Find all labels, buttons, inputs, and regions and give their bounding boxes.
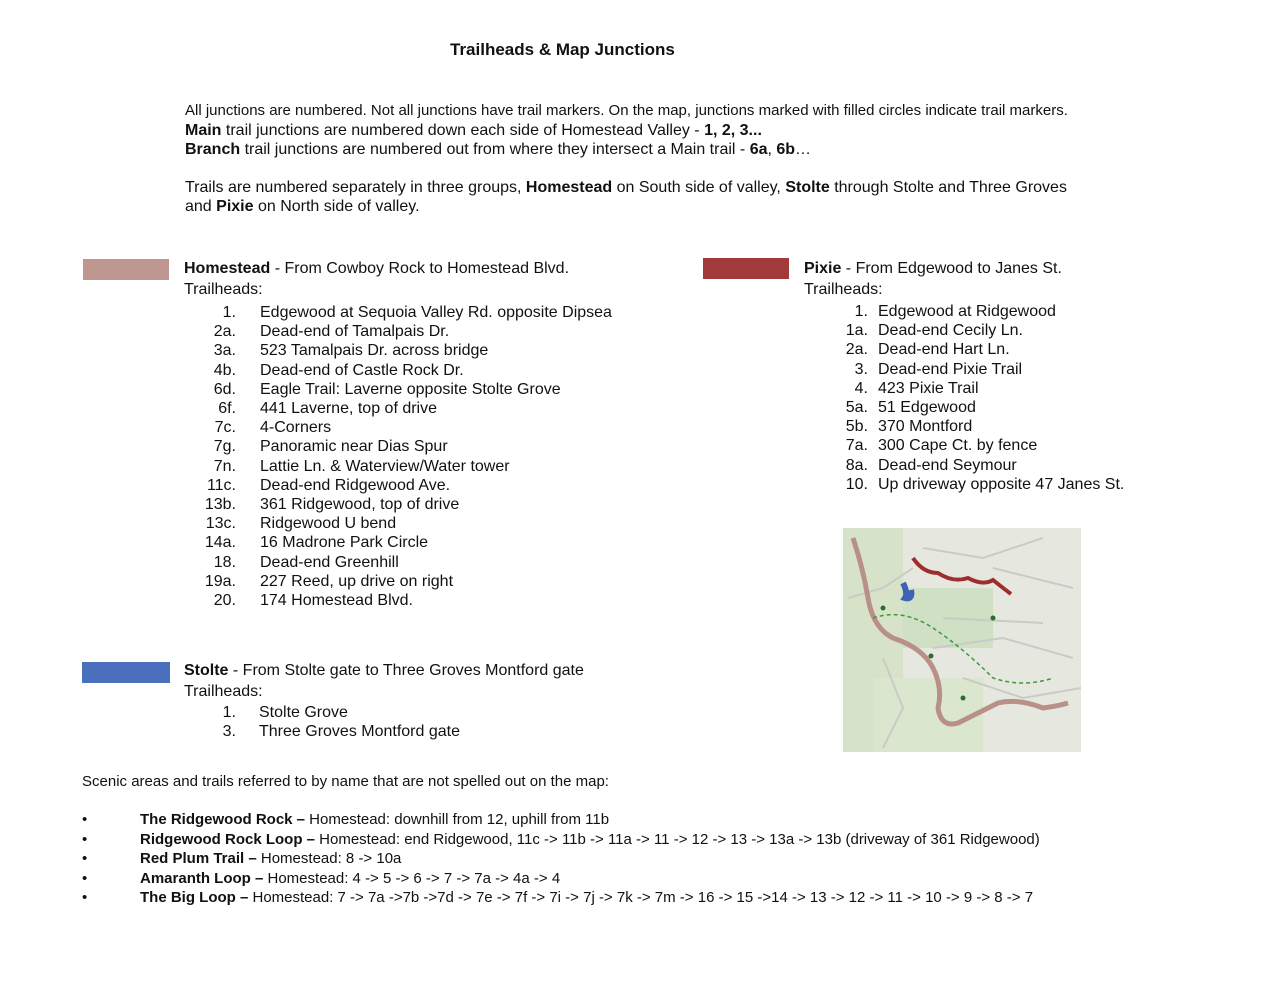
trailhead-number: 2a. xyxy=(845,341,868,359)
intro-main-text: trail junctions are numbered down each side of Homestead Valley - xyxy=(221,122,705,139)
scenic-item-name: Red Plum Trail – xyxy=(140,850,257,868)
trailhead-text: Dead-end Pixie Trail xyxy=(878,360,1023,378)
trailhead-text: Edgewood at Ridgewood xyxy=(878,303,1056,320)
pixie-color-swatch xyxy=(703,258,789,279)
trailhead-number: 8a. xyxy=(845,456,868,474)
scenic-item-desc: Homestead: 8 -> 10a xyxy=(256,850,402,868)
trailhead-text: Dead-end of Tamalpais Dr. xyxy=(260,323,450,341)
trailhead-text: 370 Montford xyxy=(878,418,973,436)
scenic-item-body xyxy=(140,870,560,887)
trailhead-text: 423 Pixie Trail xyxy=(878,379,979,397)
trailhead-number: 7a. xyxy=(845,437,868,455)
trailhead-text: 523 Tamalpais Dr. across bridge xyxy=(260,342,489,360)
trail-map-thumbnail xyxy=(843,528,1081,752)
trailhead-text: 227 Reed, up drive on right xyxy=(260,572,454,590)
trailhead-number: 10. xyxy=(845,475,868,493)
trailhead-text: Up driveway opposite 47 Janes St. xyxy=(878,475,1125,493)
trailhead-number: 13c. xyxy=(205,515,236,533)
scenic-item-name: The Ridgewood Rock – xyxy=(140,811,306,828)
intro-branch-ex1: 6a xyxy=(749,141,768,158)
intro-branch-sep: , xyxy=(767,141,777,158)
scenic-item-name: Ridgewood Rock Loop – xyxy=(140,830,315,848)
trailhead-text: 51 Edgewood xyxy=(878,399,976,416)
trailhead-number: 1. xyxy=(222,304,236,321)
trailhead-number: 2a. xyxy=(213,323,236,341)
trailhead-number: 6d. xyxy=(213,380,236,398)
scenic-item-name: Amaranth Loop – xyxy=(140,869,264,887)
trailhead-number: 5a. xyxy=(845,399,868,416)
trailhead-number: 4. xyxy=(854,379,868,397)
stolte-name: Stolte xyxy=(184,662,229,679)
homestead-name: Homestead xyxy=(184,260,271,277)
intro-main-bold: Main xyxy=(185,122,222,139)
trailhead-text: Panoramic near Dias Spur xyxy=(260,438,448,456)
trailhead-text: Dead-end Ridgewood Ave. xyxy=(260,476,451,494)
trailhead-text: Stolte Grove xyxy=(259,704,348,721)
intro-branch-end: … xyxy=(795,141,812,158)
trailhead-number: 13b. xyxy=(204,496,236,513)
scenic-item-desc: Homestead: 7 -> 7a ->7b ->7d -> 7e -> 7f -> 7i -> 7j -> 7k -> 7m -> 16 -> 15 ->14 -> 13 -> 12 -> 11 -> 10 -> 9 -> 8 -> 7 xyxy=(248,889,1034,907)
trailhead-number: 19a. xyxy=(204,572,236,590)
bullet-icon: • xyxy=(82,811,88,828)
trailhead-number: 7g. xyxy=(213,438,236,456)
groups-homestead: Homestead xyxy=(525,179,613,196)
trailhead-number: 7c. xyxy=(214,419,236,437)
trailhead-number: 5b. xyxy=(845,418,868,436)
intro-branch-bold: Branch xyxy=(185,141,241,158)
trailhead-text: 16 Madrone Park Circle xyxy=(260,534,429,552)
groups-pixie: Pixie xyxy=(216,198,254,215)
groups-text-d: and xyxy=(185,198,217,215)
trailhead-text: 441 Laverne, top of drive xyxy=(260,400,438,417)
trailhead-number: 14a. xyxy=(204,534,236,552)
trailhead-number: 1a. xyxy=(845,322,868,340)
bullet-icon: • xyxy=(82,830,88,848)
scenic-item-body xyxy=(140,850,401,867)
trailhead-text: Dead-end Hart Ln. xyxy=(878,341,1010,359)
trailhead-text: 361 Ridgewood, top of drive xyxy=(260,496,460,513)
homestead-trailheads-label: Trailheads: xyxy=(184,281,263,298)
trailhead-text: Dead-end Greenhill xyxy=(260,553,399,571)
trailhead-text: Dead-end Cecily Ln. xyxy=(878,322,1023,340)
trailhead-text: Lattie Ln. & Waterview/Water tower xyxy=(260,457,510,475)
stolte-trailheads-label: Trailheads: xyxy=(184,683,263,700)
trailhead-text: Three Groves Montford gate xyxy=(259,723,460,741)
scenic-heading: Scenic areas and trails referred to by name that are not spelled out on the map: xyxy=(82,773,609,790)
trailhead-text: Eagle Trail: Laverne opposite Stolte Grove xyxy=(260,380,561,398)
trailhead-number: 20. xyxy=(213,592,236,609)
stolte-desc: - From Stolte gate to Three Groves Montford gate xyxy=(228,662,584,679)
trailhead-number: 18. xyxy=(213,553,236,571)
groups-text-a: Trails are numbered separately in three groups, xyxy=(185,179,526,196)
trailhead-number: 7n. xyxy=(213,457,236,475)
pixie-name: Pixie xyxy=(804,260,842,277)
scenic-item-body xyxy=(140,889,1033,906)
intro-branch-ex2: 6b xyxy=(776,141,796,158)
trailhead-text: Dead-end of Castle Rock Dr. xyxy=(260,361,464,379)
stolte-section-title xyxy=(184,662,584,680)
bullet-icon: • xyxy=(82,850,88,868)
pixie-section-title xyxy=(804,260,1062,278)
trailhead-text: Edgewood at Sequoia Valley Rd. opposite Dipsea xyxy=(260,304,612,321)
pixie-trailheads-label: Trailheads: xyxy=(804,281,883,298)
scenic-item-desc: Homestead: downhill from 12, uphill from 11b xyxy=(305,811,610,828)
groups-text-b: on South side of valley, xyxy=(612,179,786,196)
groups-stolte: Stolte xyxy=(785,179,830,196)
intro-line-main xyxy=(185,122,762,140)
intro-line-groups xyxy=(185,179,1067,197)
trailhead-text: 174 Homestead Blvd. xyxy=(260,592,413,609)
trailhead-number: 3. xyxy=(222,723,236,741)
intro-main-examples: 1, 2, 3... xyxy=(704,122,762,139)
trailhead-number: 3. xyxy=(854,360,868,378)
scenic-item-desc: Homestead: end Ridgewood, 11c -> 11b -> 11a -> 11 -> 12 -> 13 -> 13a -> 13b (driveway of 361 Ridgewood) xyxy=(315,830,1040,848)
trailhead-number: 4b. xyxy=(213,361,236,379)
page-title: Trailheads & Map Junctions xyxy=(450,40,675,59)
trailhead-text: Dead-end Seymour xyxy=(878,456,1017,474)
trailhead-text: Ridgewood U bend xyxy=(260,515,397,533)
trailhead-number: 6f. xyxy=(218,400,236,417)
trailhead-number: 11c. xyxy=(206,476,236,494)
intro-branch-text: trail junctions are numbered out from where they intersect a Main trail - xyxy=(240,141,750,158)
scenic-item-body xyxy=(140,831,1040,848)
homestead-desc: - From Cowboy Rock to Homestead Blvd. xyxy=(270,260,570,277)
groups-text-e: on North side of valley. xyxy=(253,198,420,215)
stolte-color-swatch xyxy=(82,662,170,683)
trailhead-number: 1. xyxy=(854,303,868,320)
scenic-item-name: The Big Loop – xyxy=(140,889,249,907)
intro-line-groups-2 xyxy=(185,198,420,216)
homestead-section-title xyxy=(184,260,569,278)
groups-text-c: through Stolte and Three Groves xyxy=(829,179,1067,196)
trailhead-text: 4-Corners xyxy=(260,419,332,437)
pixie-desc: - From Edgewood to Janes St. xyxy=(841,260,1062,277)
bullet-icon: • xyxy=(82,869,88,887)
intro-line-junctions: All junctions are numbered. Not all junctions have trail markers. On the map, junctions marked with filled circles indicate trail markers. xyxy=(185,102,1068,119)
bullet-icon: • xyxy=(82,889,88,907)
trailhead-text: 300 Cape Ct. by fence xyxy=(878,437,1038,455)
scenic-item-body xyxy=(140,811,609,828)
trail-map-graphic xyxy=(843,528,1081,752)
homestead-color-swatch xyxy=(83,259,169,280)
intro-line-branch xyxy=(185,141,811,159)
trailhead-number: 3a. xyxy=(213,342,236,360)
trailhead-number: 1. xyxy=(222,704,236,721)
scenic-item-desc: Homestead: 4 -> 5 -> 6 -> 7 -> 7a -> 4a -> 4 xyxy=(263,869,561,887)
